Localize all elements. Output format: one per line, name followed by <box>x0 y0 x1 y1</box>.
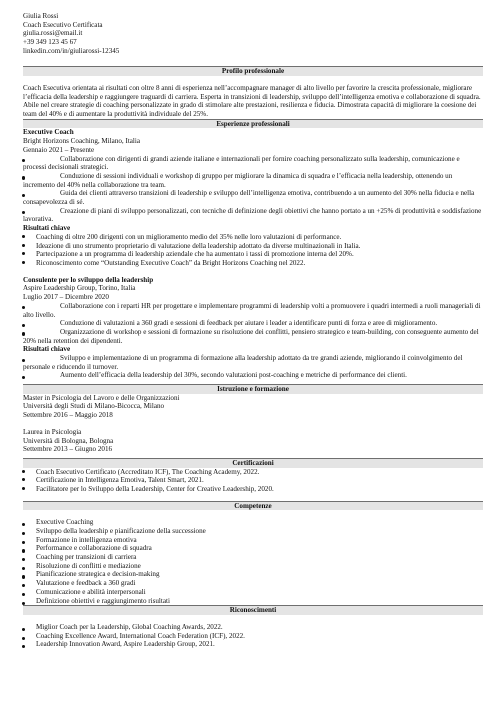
list-item: Creazione di piani di sviluppo personalizzati, con tecniche di definizione degli obiettivi che hanno portato a un +25% di produttività e soddisfazione lavorativa. <box>23 206 482 224</box>
list-item: Aumento dell’efficacia della leadership del 30%, secondo valutazioni post-coaching e metriche di performance dei clienti. <box>23 371 483 380</box>
list-item: Coaching di oltre 200 dirigenti con un miglioramento medio del 35% nelle loro valutazioni di performance. <box>23 233 483 242</box>
skills-list <box>23 518 483 605</box>
list-item: Sviluppo e implementazione di un programma di formazione alla leadership adottato da tre grandi aziende, migliorando il coinvolgimento del personale e riducendo il turnover. <box>23 354 463 371</box>
list-item: Coach Esecutivo Certificato (Accreditato ICF), The Coaching Academy, 2022. <box>23 468 483 477</box>
list-item: Organizzazione di workshop e sessioni di formazione su risoluzione dei conflitti, pensiero strategico e team-building, con conseguente aumento del 20% nella retention dei dipendenti. <box>23 327 479 345</box>
list-item: Comunicazione e abilità interpersonali <box>23 588 483 597</box>
list-item: Performance e collaborazione di squadra <box>23 544 483 553</box>
bullet-icon <box>22 487 25 490</box>
responsibility-list <box>23 155 483 225</box>
results-list <box>23 233 483 268</box>
section-heading-education: Istruzione e formazione <box>23 384 483 394</box>
list-item: Valutazione e feedback a 360 gradi <box>23 579 483 588</box>
bullet-icon <box>22 332 25 335</box>
list-item: Collaborazione con i reparti HR per progettare e implementare programmi di leadership volti a promuovere i quadri intermedi a ruoli manageriali di alto livello. <box>23 301 481 319</box>
list-item: Risoluzione di conflitti e mediazione <box>23 562 483 571</box>
section-heading-awards: Riconoscimenti <box>23 605 483 615</box>
list-item: Conduzione di valutazioni a 360 gradi e sessioni di feedback per aiutare i leader a identificare punti di forza e aree di miglioramento. <box>23 319 483 328</box>
education-dates: Settembre 2013 – Giugno 2016 <box>23 445 113 454</box>
degree: Master in Psicologia del Lavoro e delle Organizzazioni <box>23 393 180 402</box>
job-role: Executive Coach <box>23 128 74 137</box>
job-role: Consulente per lo sviluppo della leadership <box>23 275 154 284</box>
bullet-icon <box>22 549 25 552</box>
contact-block <box>23 12 483 55</box>
responsibility-list <box>23 302 483 346</box>
bullet-icon <box>22 637 25 640</box>
profile-summary: Coach Esecutiva orientata ai risultati con oltre 8 anni di esperienza nell’accompagnare manager di alto livello per favorire la crescita professionale, migliorare l’efficacia della leadership e raggiungere traguardi di carriera. Esperta in transizioni di leadership, sviluppo dell’intelligenza emotiva e collaborazione di squadra. Abile nel creare strategie di coaching personalizzate in grado di stimolare alte prestazioni, resilienza e fiducia. Dimostrata capacità di migliorare la coesione dei team del 40% e di aumentare la produttività individuale del 25%. <box>23 84 481 119</box>
job-company: Aspire Leadership Group, Torino, Italia <box>23 284 136 293</box>
list-item: Pianificazione strategica e decision-making <box>23 570 483 579</box>
bullet-icon <box>22 567 25 570</box>
bullet-icon <box>22 541 25 544</box>
spacer <box>23 268 483 276</box>
list-item: Executive Coaching <box>23 518 483 527</box>
job-entry <box>23 128 483 267</box>
job-company: Bright Horizons Coaching, Milano, Italia <box>23 137 141 146</box>
school: Università di Bologna, Bologna <box>23 436 114 445</box>
list-item: Guida dei clienti attraverso transizioni di leadership e sviluppo dell’intelligenza emotiva, contribuendo a un aumento del 30% nella fiducia e nella consapevolezza di sé. <box>23 189 475 207</box>
list-item: Ideazione di uno strumento proprietario di valutazione della leadership adottato da diverse multinazionali in Italia. <box>23 242 483 251</box>
bullet-icon <box>22 211 25 214</box>
bullet-icon <box>22 176 25 179</box>
bullet-icon <box>22 532 25 535</box>
job-entry <box>23 276 483 380</box>
section-heading-profile: Profilo professionale <box>23 66 483 76</box>
phone: +39 349 123 45 67 <box>23 38 77 47</box>
results-list <box>23 354 483 380</box>
list-item: Sviluppo della leadership e pianificazione della successione <box>23 527 483 536</box>
list-item: Certificazione in Intelligenza Emotiva, Talent Smart, 2021. <box>23 476 483 485</box>
candidate-name: Giulia Rossi <box>23 12 59 20</box>
bullet-icon <box>22 306 25 309</box>
job-dates: Gennaio 2021 – Presente <box>23 145 95 154</box>
bullet-icon <box>22 376 25 379</box>
education-entry <box>23 394 483 420</box>
education-entry <box>23 428 483 454</box>
bullet-icon <box>22 523 25 526</box>
awards-list <box>23 623 483 649</box>
list-item: Riconoscimento come “Outstanding Executive Coach” da Bright Horizons Coaching nel 2022. <box>23 259 483 268</box>
list-item: Definizione obiettivi e raggiungimento risultati <box>23 597 483 606</box>
list-item: Collaborazione con dirigenti di grandi aziende italiane e internazionali per fornire coaching personalizzato sulla leadership, comunicazione e processi decisionali strategici. <box>23 154 460 172</box>
list-item: Miglior Coach per la Leadership, Global Coaching Awards, 2022. <box>23 623 483 632</box>
bullet-icon <box>22 235 25 238</box>
linkedin: linkedin.com/in/giuliarossi-12345 <box>23 46 120 55</box>
bullet-icon <box>22 194 25 197</box>
list-item: Conduzione di sessioni individuali e workshop di gruppo per migliorare la dinamica di squadra e l’efficacia nella leadership, ottenendo un incremento del 40% nella collaborazione tra team. <box>23 171 453 189</box>
list-item: Facilitatore per lo Sviluppo della Leadership, Center for Creative Leadership, 2020. <box>23 485 483 494</box>
list-item: Partecipazione a un programma di leadership aziendale che ha aumentato i tassi di promozione interna del 20%. <box>23 250 483 259</box>
candidate-title: Coach Esecutivo Certificata <box>23 20 103 29</box>
degree: Laurea in Psicologia <box>23 427 82 436</box>
bullet-icon <box>22 252 25 255</box>
bullet-icon <box>22 602 25 605</box>
certifications-list <box>23 468 483 494</box>
results-heading: Risultati chiave <box>23 345 71 354</box>
section-heading-certifications: Certificazioni <box>23 458 483 468</box>
bullet-icon <box>22 244 25 247</box>
bullet-icon <box>22 628 25 631</box>
results-heading: Risultati chiave <box>23 224 71 233</box>
bullet-icon <box>22 593 25 596</box>
bullet-icon <box>22 324 25 327</box>
bullet-icon <box>22 478 25 481</box>
school: Università degli Studi di Milano-Bicocca, Milano <box>23 402 165 411</box>
bullet-icon <box>22 584 25 587</box>
bullet-icon <box>22 558 25 561</box>
list-item: Formazione in intelligenza emotiva <box>23 536 483 545</box>
section-heading-skills: Competenze <box>23 501 483 511</box>
bullet-icon <box>22 159 25 162</box>
email: giulia.rossi@email.it <box>23 29 83 38</box>
bullet-icon <box>22 645 25 648</box>
education-dates: Settembre 2016 – Maggio 2018 <box>23 411 113 420</box>
list-item: Leadership Innovation Award, Aspire Leadership Group, 2021. <box>23 640 483 649</box>
bullet-icon <box>22 359 25 362</box>
job-dates: Luglio 2017 – Dicembre 2020 <box>23 293 109 302</box>
bullet-icon <box>22 575 25 578</box>
bullet-icon <box>22 470 25 473</box>
bullet-icon <box>22 261 25 264</box>
list-item: Coaching Excellence Award, International Coach Federation (ICF), 2022. <box>23 632 483 641</box>
section-heading-experience: Esperienze professionali <box>23 119 483 129</box>
list-item: Coaching per transizioni di carriera <box>23 553 483 562</box>
spacer <box>23 420 483 428</box>
